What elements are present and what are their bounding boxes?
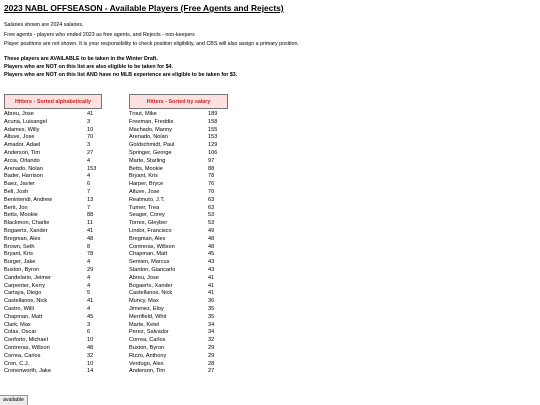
player-salary: 32 (87, 352, 94, 359)
player-row (129, 197, 221, 205)
player-name: Candelario, Jeimer (4, 274, 51, 281)
player-name: Harper, Bryce (129, 181, 164, 188)
player-salary: 41 (87, 111, 94, 117)
player-row (129, 361, 221, 369)
player-name: Buxton, Byron (4, 266, 40, 273)
player-name: Seager, Corey (129, 212, 165, 219)
player-row (129, 306, 221, 314)
player-salary: 29 (208, 344, 215, 351)
player-name: Bogaerts, Xander (129, 282, 173, 289)
player-name: Arenado, Nolan (129, 134, 168, 141)
player-salary: 3 (87, 142, 91, 149)
player-salary: 153 (87, 165, 97, 172)
player-name: Merrifield, Whit (129, 313, 167, 320)
player-row (4, 251, 104, 259)
player-name: Arenado, Nolan (4, 165, 43, 172)
player-salary: 45 (208, 251, 215, 258)
player-row (129, 337, 221, 345)
player-row (4, 111, 104, 119)
player-salary: 3 (87, 321, 91, 328)
player-salary: 35 (208, 305, 215, 312)
player-name: Adames, Willy (4, 126, 40, 133)
player-salary: 10 (87, 360, 94, 367)
player-salary: 32 (208, 337, 215, 344)
player-row (4, 189, 104, 197)
player-row (4, 306, 104, 314)
player-row (129, 127, 221, 135)
player-row (129, 298, 221, 306)
player-name: Altuve, Jose (4, 134, 35, 141)
player-row (4, 353, 104, 361)
player-row (129, 228, 221, 236)
player-row (4, 173, 104, 181)
player-name: Bregman, Alex (129, 235, 166, 242)
player-salary: 41 (208, 290, 215, 297)
player-row (4, 119, 104, 127)
alpha-table-header: Hitters - Sorted alphabetically (4, 94, 102, 109)
player-name: Freeman, Freddie (129, 118, 174, 125)
player-row (129, 150, 221, 158)
player-name: Clark, Max (4, 321, 31, 328)
player-name: Turner, Trea (129, 204, 160, 211)
player-name: Torres, Gleyber (129, 220, 168, 227)
player-name: Colas, Oscar (4, 329, 37, 336)
player-salary: 6 (87, 181, 91, 188)
player-salary: 78 (208, 173, 215, 180)
player-name: Verdugo, Alex (129, 360, 164, 367)
player-salary: 43 (208, 266, 215, 273)
player-row (4, 127, 104, 135)
player-salary: 35 (208, 313, 215, 320)
player-row (129, 267, 221, 275)
player-row (129, 368, 221, 376)
player-salary: 5 (87, 290, 91, 297)
rule-line: Players who are NOT on this list AND have no MLB experience are eligible to be taken for $3. (4, 71, 238, 78)
player-salary: 34 (208, 329, 215, 336)
rule-line: These players are AVAILABLE to be taken in the Winter Draft. (4, 56, 158, 62)
player-salary: 14 (87, 368, 94, 375)
player-salary: 3 (87, 118, 91, 125)
player-salary: 28 (208, 360, 215, 367)
player-name: Acuna, Luisangel (4, 118, 47, 125)
intro-notes (4, 21, 299, 50)
player-salary: 10 (87, 337, 94, 344)
intro-line: Free agents - players who ended 2023 as free agents, and Rejects - non-keepers (4, 31, 195, 38)
player-name: Semien, Marcus (129, 259, 170, 266)
player-salary: 97 (208, 157, 215, 164)
player-salary: 88 (208, 165, 215, 172)
player-name: Cartaya, Diego (4, 290, 42, 297)
player-name: Benintendi, Andrew (4, 196, 53, 203)
player-row (129, 322, 221, 330)
player-row (4, 290, 104, 298)
player-row (4, 298, 104, 306)
player-salary: 4 (87, 305, 91, 312)
player-row (129, 220, 221, 228)
player-row (4, 197, 104, 205)
player-row (129, 158, 221, 166)
player-name: Anderson, Tim (4, 149, 41, 156)
player-salary: 8 (87, 243, 91, 250)
player-salary: 29 (208, 352, 215, 359)
player-row (4, 322, 104, 330)
player-salary: 48 (87, 344, 94, 351)
player-row (129, 205, 221, 213)
intro-line: Salaries shown are 2024 salaries. (4, 22, 84, 28)
player-row (4, 228, 104, 236)
player-name: Castellanos, Nick (129, 290, 173, 297)
player-row (4, 267, 104, 275)
player-salary: 34 (208, 321, 215, 328)
player-row (129, 166, 221, 174)
player-row (4, 275, 104, 283)
player-name: Cron, C.J. (4, 360, 30, 367)
page-title: 2023 NABL OFFSEASON - Available Players (Free Agents and Rejects) (4, 3, 284, 13)
player-name: Altuve, Jose (129, 188, 160, 195)
player-salary: 41 (208, 274, 215, 281)
player-salary: 63 (208, 196, 215, 203)
player-name: Chapman, Matt (4, 313, 43, 320)
player-name: Springer, George (129, 149, 172, 156)
player-salary: 45 (87, 313, 94, 320)
player-salary: 78 (87, 251, 94, 258)
player-row (4, 181, 104, 189)
player-salary: 13 (87, 196, 94, 203)
player-name: Bell, Josh (4, 188, 29, 195)
player-row (129, 353, 221, 361)
player-row (129, 283, 221, 291)
player-name: Contreras, Willson (4, 344, 50, 351)
player-row (129, 111, 221, 119)
player-row (129, 329, 221, 337)
player-salary: 76 (208, 181, 215, 188)
player-name: Perez, Salvador (129, 329, 169, 336)
player-name: Castellanos, Nick (4, 298, 48, 305)
player-row (4, 212, 104, 220)
player-name: Blackmon, Charlie (4, 220, 50, 227)
player-name: Abreu, Jose (4, 111, 34, 117)
player-name: Lindor, Francisco (129, 227, 172, 234)
player-name: Buxton, Byron (129, 344, 165, 351)
player-salary: 88 (87, 212, 94, 219)
player-name: Marte, Starling (129, 157, 166, 164)
player-name: Goldschmidt, Paul (129, 142, 175, 149)
player-salary: 4 (87, 259, 91, 266)
player-salary: 129 (208, 142, 218, 149)
player-name: Conforto, Michael (4, 337, 48, 344)
player-salary: 189 (208, 111, 218, 117)
player-name: Jimenez, Eloy (129, 305, 164, 312)
player-salary: 48 (208, 243, 215, 250)
player-name: Baez, Javier (4, 181, 35, 188)
player-row (4, 361, 104, 369)
player-name: Bader, Harrison (4, 173, 43, 180)
player-salary: 70 (87, 134, 94, 141)
player-row (4, 134, 104, 142)
player-name: Abreu, Jose (129, 274, 159, 281)
player-name: Correa, Carlos (4, 352, 41, 359)
player-name: Chapman, Matt (129, 251, 168, 258)
player-salary: 63 (208, 204, 215, 211)
player-salary: 48 (87, 235, 94, 242)
player-row (129, 181, 221, 189)
player-salary: 43 (208, 259, 215, 266)
player-salary: 53 (208, 212, 215, 219)
player-row (4, 142, 104, 150)
player-row (129, 244, 221, 252)
player-row (129, 173, 221, 181)
player-row (4, 150, 104, 158)
player-salary: 6 (87, 329, 91, 336)
player-name: Correa, Carlos (129, 337, 166, 344)
player-salary: 11 (87, 220, 93, 227)
player-salary: 155 (208, 126, 218, 133)
intro-line: Player positions are not shown. It is your responsibility to check position eligibility, and CBS will also assign a primary position. (4, 41, 299, 47)
player-row (4, 166, 104, 174)
player-name: Realmuto, J.T. (129, 196, 165, 203)
player-salary: 153 (208, 134, 218, 141)
player-salary: 41 (87, 227, 94, 234)
player-name: Bogaerts, Xander (4, 227, 48, 234)
player-salary: 41 (87, 298, 94, 305)
player-name: Anderson, Tim (129, 368, 166, 375)
player-name: Rizzo, Anthony (129, 352, 167, 359)
player-row (129, 142, 221, 150)
player-row (4, 244, 104, 252)
player-row (4, 345, 104, 353)
player-salary: 106 (208, 149, 218, 156)
player-name: Bryant, Kris (4, 251, 33, 258)
player-row (4, 314, 104, 322)
draft-rules (4, 56, 237, 79)
player-salary: 4 (87, 274, 91, 281)
player-name: Amador, Adael (4, 142, 41, 149)
player-salary: 7 (87, 204, 91, 211)
rule-line: Players who are NOT on this list are also eligible to be taken for $4. (4, 63, 173, 70)
player-name: Brown, Seth (4, 243, 35, 250)
player-name: Muncy, Max (129, 298, 159, 305)
player-row (129, 345, 221, 353)
salary-table-header: Hitters - Sorted by salary (129, 94, 228, 109)
player-row (129, 119, 221, 127)
player-row (129, 314, 221, 322)
player-row (129, 275, 221, 283)
hitters-salary-list (129, 111, 221, 376)
player-row (129, 251, 221, 259)
player-salary: 7 (87, 188, 91, 195)
player-row (129, 212, 221, 220)
player-salary: 10 (87, 126, 94, 133)
player-salary: 48 (208, 235, 215, 242)
player-row (4, 329, 104, 337)
player-row (4, 259, 104, 267)
player-row (4, 236, 104, 244)
player-salary: 49 (208, 227, 215, 234)
player-name: Contreras, Willson (129, 243, 175, 250)
player-row (129, 290, 221, 298)
hitters-alpha-list (4, 111, 104, 376)
player-salary: 4 (87, 282, 91, 289)
player-row (129, 134, 221, 142)
player-salary: 41 (208, 282, 215, 289)
player-name: Berti, Jon (4, 204, 28, 211)
player-name: Bregman, Alex (4, 235, 41, 242)
sheet-tab[interactable]: available (0, 395, 28, 405)
player-row (4, 158, 104, 166)
player-salary: 4 (87, 173, 91, 180)
player-row (129, 259, 221, 267)
player-salary: 29 (87, 266, 94, 273)
player-name: Machado, Manny (129, 126, 172, 133)
player-row (4, 337, 104, 345)
player-row (129, 236, 221, 244)
player-row (4, 220, 104, 228)
player-salary: 70 (208, 188, 215, 195)
player-row (4, 205, 104, 213)
player-row (4, 283, 104, 291)
player-name: Burger, Jake (4, 259, 36, 266)
player-name: Stanton, Giancarlo (129, 266, 176, 273)
player-name: Trout, Mike (129, 111, 157, 117)
player-name: Carpenter, Kerry (4, 282, 46, 289)
player-name: Bryant, Kris (129, 173, 158, 180)
player-name: Marte, Ketel (129, 321, 160, 328)
player-row (129, 189, 221, 197)
player-salary: 158 (208, 118, 218, 125)
player-name: Betts, Mookie (129, 165, 163, 172)
player-name: Betts, Mookie (4, 212, 38, 219)
player-salary: 4 (87, 157, 91, 164)
player-name: Cronenworth, Jake (4, 368, 51, 375)
player-salary: 53 (208, 220, 215, 227)
player-name: Castro, Willi (4, 305, 34, 312)
player-name: Arcia, Orlando (4, 157, 40, 164)
player-salary: 27 (208, 368, 215, 375)
player-row (4, 368, 104, 376)
player-salary: 36 (208, 298, 215, 305)
player-salary: 27 (87, 149, 94, 156)
